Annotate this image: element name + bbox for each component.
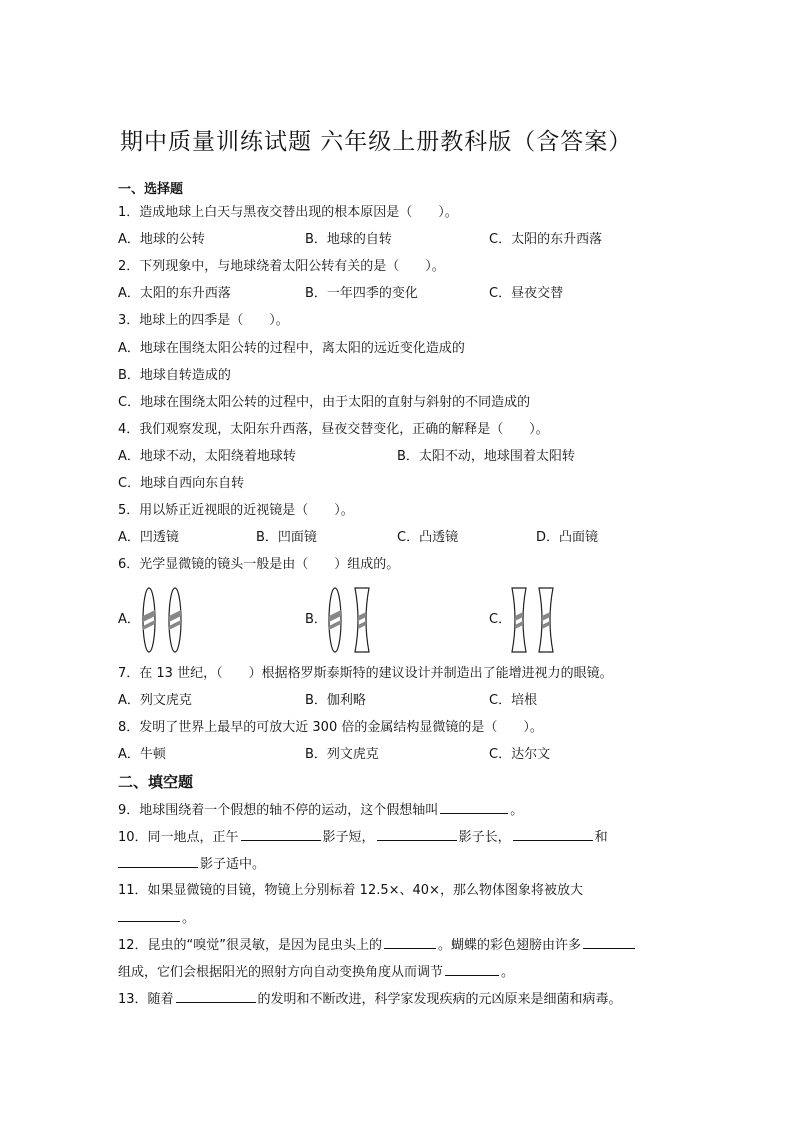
q10-blank-4[interactable] [118, 853, 198, 868]
q9-text-1: 9．地球围绕着一个假想的轴不停的运动，这个假想轴叫 [118, 803, 439, 818]
q10-text-5: 影子适中。 [200, 857, 266, 872]
q11-text-2: 。 [182, 911, 196, 926]
q12-text-4: 。 [501, 965, 515, 980]
q4-option-b: B．太阳不动，地球围着太阳转 [397, 449, 575, 464]
q12-blank-2[interactable] [583, 934, 635, 949]
convex-and-concave-lens-figure [324, 586, 376, 654]
question-4: 4．我们观察发现，太阳东升西落，昼夜交替变化，正确的解释是（ ）。 [118, 422, 549, 437]
section-heading-choice: 一、选择题 [118, 182, 184, 197]
q8-option-a: A．牛顿 [118, 747, 166, 762]
page-title: 期中质量训练试题 六年级上册教科版（含答案） [120, 129, 633, 155]
question-8: 8．发明了世界上最早的可放大近 300 倍的金属结构显微镜的是（ ）。 [118, 720, 543, 735]
q5-option-a: A．凹透镜 [118, 530, 179, 545]
q10-text-1: 10．同一地点，正午 [118, 830, 239, 845]
question-11-cont [118, 907, 195, 929]
two-concave-lenses-figure [508, 586, 560, 654]
q12-text-2: 。蝴蝶的彩色翅膀由许多 [438, 938, 582, 953]
q8-option-b: B．列文虎克 [305, 747, 379, 762]
question-12-cont [118, 961, 514, 983]
q9-text-2: 。 [510, 803, 524, 818]
q12-text-3: 组成，它们会根据阳光的照射方向自动变换角度从而调节 [118, 965, 444, 980]
q3-option-b: B．地球自转造成的 [118, 368, 231, 383]
q1-option-c: C．太阳的东升西落 [489, 232, 603, 247]
q12-text-1: 12．昆虫的“嗅觉”很灵敏，是因为昆虫头上的 [118, 938, 383, 953]
q10-blank-3[interactable] [513, 826, 593, 841]
q12-blank-1[interactable] [384, 934, 436, 949]
q5-option-b: B．凹面镜 [256, 530, 317, 545]
question-11: 11．如果显微镜的目镜，物镜上分别标着 12.5×、40×，那么物体图象将被放大 [118, 883, 583, 898]
q12-blank-3[interactable] [445, 961, 499, 976]
q13-text-2: 的发明和不断改进，科学家发现疾病的元凶原来是细菌和病毒。 [257, 992, 622, 1007]
question-12 [118, 934, 637, 956]
q10-text-3: 影子长， [458, 830, 511, 845]
question-13 [118, 988, 622, 1010]
q10-blank-2[interactable] [377, 826, 457, 841]
q3-option-a: A．地球在围绕太阳公转的过程中，离太阳的远近变化造成的 [118, 341, 465, 356]
q10-blank-1[interactable] [241, 826, 321, 841]
question-7: 7．在 13 世纪，（ ）根据格罗斯泰斯特的建议设计并制造出了能增进视力的眼镜。 [118, 666, 613, 681]
q13-blank-1[interactable] [176, 988, 256, 1003]
question-10 [118, 826, 608, 848]
q8-option-c: C．达尔文 [489, 747, 551, 762]
question-10-cont [118, 853, 265, 875]
question-9 [118, 799, 523, 821]
q11-blank-1[interactable] [118, 907, 180, 922]
q2-option-b: B．一年四季的变化 [305, 286, 418, 301]
q7-option-a: A．列文虎克 [118, 693, 192, 708]
q6-option-a: A． [118, 612, 140, 627]
two-convex-lenses-figure [138, 586, 190, 654]
question-3: 3．地球上的四季是（ ）。 [118, 313, 289, 328]
q5-option-d: D．凸面镜 [536, 530, 599, 545]
q13-text-1: 13．随着 [118, 992, 174, 1007]
question-6: 6．光学显微镜的镜头一般是由（ ）组成的。 [118, 557, 400, 572]
question-1: 1．造成地球上白天与黑夜交替出现的根本原因是（ ）。 [118, 205, 458, 220]
q6-option-c: C． [489, 612, 512, 627]
q10-text-2: 影子短， [322, 830, 375, 845]
q6-option-b: B． [305, 612, 327, 627]
q5-option-c: C．凸透镜 [397, 530, 459, 545]
q7-option-c: C．培根 [489, 693, 538, 708]
q4-option-c: C．地球自西向东自转 [118, 476, 245, 491]
q4-option-a: A．地球不动，太阳绕着地球转 [118, 449, 296, 464]
q9-blank-1[interactable] [440, 799, 508, 814]
question-5: 5．用以矫正近视眼的近视镜是（ ）。 [118, 503, 354, 518]
question-2: 2．下列现象中，与地球绕着太阳公转有关的是（ ）。 [118, 259, 445, 274]
q7-option-b: B．伽利略 [305, 693, 366, 708]
q1-option-a: A．地球的公转 [118, 232, 205, 247]
q1-option-b: B．地球的自转 [305, 232, 392, 247]
section-heading-fill-in: 二、填空题 [118, 773, 194, 791]
q3-option-c: C．地球在围绕太阳公转的过程中，由于太阳的直射与斜射的不同造成的 [118, 395, 531, 410]
q10-text-4: 和 [594, 830, 608, 845]
q2-option-a: A．太阳的东升西落 [118, 286, 231, 301]
q2-option-c: C．昼夜交替 [489, 286, 564, 301]
